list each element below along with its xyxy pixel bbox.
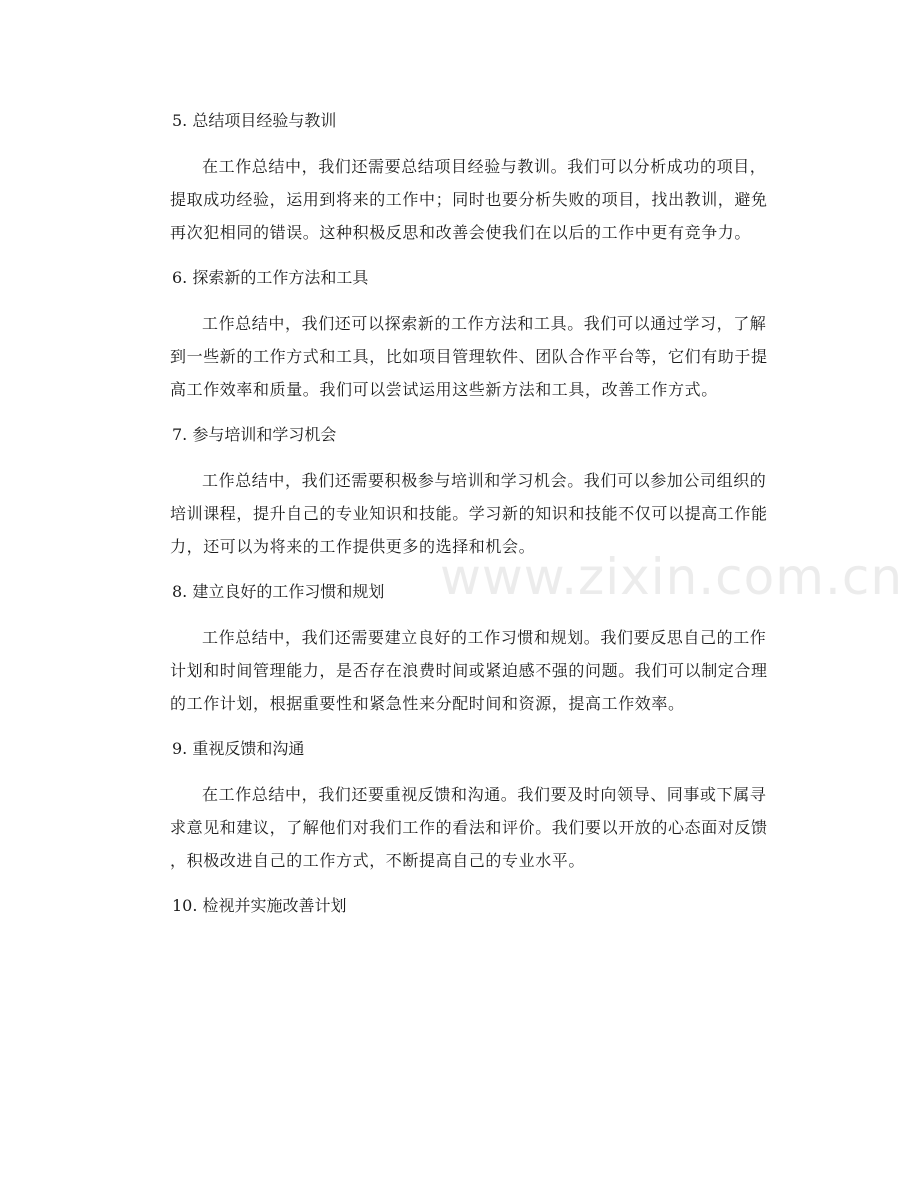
section-paragraph	[138, 150, 788, 249]
section-10	[138, 889, 788, 923]
section-6	[138, 261, 788, 406]
section-5	[138, 104, 788, 249]
section-heading: 7. 参与培训和学习机会	[172, 425, 337, 444]
section-heading: 10. 检视并实施改善计划	[172, 896, 347, 915]
paragraph-line: 在工作总结中，我们还要重视反馈和沟通。我们要及时向领导、同事或下属寻	[202, 785, 767, 804]
paragraph-line: 工作总结中，我们还需要建立良好的工作习惯和规划。我们要反思自己的工作	[202, 628, 767, 647]
document-body	[138, 104, 788, 923]
paragraph-line: 在工作总结中，我们还需要总结项目经验与教训。我们可以分析成功的项目，	[202, 157, 767, 176]
section-7	[138, 418, 788, 563]
section-paragraph	[138, 464, 788, 563]
watermark: www.zixin.com.cn	[440, 548, 904, 606]
paragraph-line: 培训课程，提升自己的专业知识和技能。学习新的知识和技能不仅可以提高工作能	[170, 504, 768, 523]
section-heading: 9. 重视反馈和沟通	[172, 739, 305, 758]
paragraph-line: 力，还可以为将来的工作提供更多的选择和机会。	[170, 537, 536, 556]
section-paragraph	[138, 621, 788, 720]
paragraph-line: 求意见和建议，了解他们对我们工作的看法和评价。我们要以开放的心态面对反馈	[170, 818, 768, 837]
paragraph-line: 计划和时间管理能力，是否存在浪费时间或紧迫感不强的问题。我们可以制定合理	[170, 661, 768, 680]
section-paragraph	[138, 307, 788, 406]
section-9	[138, 732, 788, 877]
section-heading: 5. 总结项目经验与教训	[172, 111, 337, 130]
paragraph-line: 工作总结中，我们还需要积极参与培训和学习机会。我们可以参加公司组织的	[202, 471, 767, 490]
paragraph-line: 到一些新的工作方式和工具，比如项目管理软件、团队合作平台等，它们有助于提	[170, 347, 768, 366]
paragraph-line: 提取成功经验，运用到将来的工作中；同时也要分析失败的项目，找出教训，避免	[170, 190, 768, 209]
paragraph-line: 高工作效率和质量。我们可以尝试运用这些新方法和工具，改善工作方式。	[170, 380, 718, 399]
section-8	[138, 575, 788, 720]
section-paragraph	[138, 778, 788, 877]
paragraph-line: ，积极改进自己的工作方式，不断提高自己的专业水平。	[170, 851, 586, 870]
paragraph-line: 再次犯相同的错误。这种积极反思和改善会使我们在以后的工作中更有竞争力。	[170, 223, 752, 242]
section-heading: 8. 建立良好的工作习惯和规划	[172, 582, 385, 601]
paragraph-line: 的工作计划，根据重要性和紧急性来分配时间和资源，提高工作效率。	[170, 694, 685, 713]
section-heading: 6. 探索新的工作方法和工具	[172, 268, 369, 287]
paragraph-line: 工作总结中，我们还可以探索新的工作方法和工具。我们可以通过学习，了解	[202, 314, 767, 333]
